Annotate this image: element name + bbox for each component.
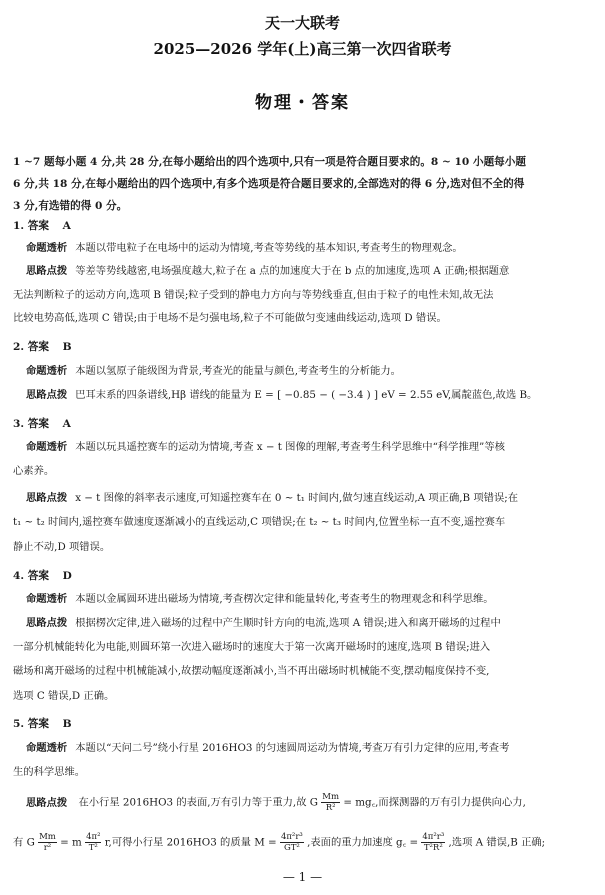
answer-letter: D bbox=[62, 570, 72, 582]
analysis-label: 命题透析 bbox=[26, 593, 68, 605]
answer-label: 4. 答案 bbox=[13, 570, 49, 582]
answer-letter: B bbox=[62, 718, 72, 730]
hint-label: 思路点拨 bbox=[26, 617, 68, 629]
question-1-answer bbox=[13, 218, 71, 233]
analysis-text: 本题以氢原子能级图为背景,考查光的能量与颜色,考查考生的分析能力。 bbox=[75, 365, 401, 377]
fraction-numerator: Mm bbox=[39, 832, 56, 842]
fraction-numerator: 4π²r³ bbox=[422, 832, 445, 842]
question-4-analysis bbox=[26, 592, 596, 606]
answer-label: 1. 答案 bbox=[13, 220, 49, 232]
answer-letter: B bbox=[62, 341, 72, 353]
question-5-hint-line-2 bbox=[13, 832, 545, 853]
question-3-analysis bbox=[26, 440, 596, 454]
formula-text: ,表面的重力加速度 g꜀ = bbox=[307, 836, 419, 849]
hint-label: 思路点拨 bbox=[26, 265, 68, 277]
question-2-hint bbox=[26, 388, 596, 402]
hint-text: x − t 图像的斜率表示速度,可知遥控赛车在 0 ~ t₁ 时间内,做匀速直线运动,A 项正确,B 项错误;在 bbox=[75, 492, 519, 504]
hint-text: 一部分机械能转化为电能,则圆环第一次进入磁场时的速度大于第一次离开磁场时的速度,选项 B 错误;进入 bbox=[13, 641, 491, 653]
hint-text: t₁ ~ t₂ 时间内,遥控赛车做速度逐渐减小的直线运动,C 项错误;在 t₂ ~ t₃ 时间内,位置坐标一直不变,遥控赛车 bbox=[13, 516, 506, 528]
formula-text: 有 G bbox=[13, 836, 35, 849]
question-2-analysis bbox=[26, 364, 596, 378]
fraction bbox=[421, 832, 445, 853]
analysis-text: 心素养。 bbox=[13, 465, 55, 477]
hint-label: 思路点拨 bbox=[26, 492, 68, 504]
fraction-denominator: r² bbox=[43, 843, 52, 853]
question-4-answer bbox=[13, 568, 72, 583]
analysis-label: 命题透析 bbox=[26, 242, 68, 254]
formula-text: 在小行星 2016HO3 的表面,万有引力等于重力,故 G bbox=[78, 796, 318, 809]
hint-text: 巴耳末系的四条谱线,Hβ 谱线的能量为 E = [ −0.85 − ( −3.4 ) ] eV = 2.55 eV,属靛蓝色,故选 B。 bbox=[75, 389, 538, 401]
hint-text: 等差等势线越密,电场强度越大,粒子在 a 点的加速度大于在 b 点的加速度,选项 A 正确;根据题意 bbox=[75, 265, 510, 277]
hint-text: 选项 C 错误,D 正确。 bbox=[13, 690, 115, 702]
question-3-hint bbox=[26, 491, 596, 505]
instructions-line: 6 分,共 18 分,在每小题给出的四个选项中,有多个选项是符合题目要求的,全部选对的得 6 分,选对但不全的得 bbox=[13, 178, 525, 190]
formula-text: r,可得小行星 2016HO3 的质量 M = bbox=[104, 836, 277, 849]
fraction-numerator: 4π²r³ bbox=[280, 832, 303, 842]
fraction bbox=[321, 792, 340, 813]
answer-label: 2. 答案 bbox=[13, 341, 49, 353]
formula-text: = mg꜀,而探测器的万有引力提供向心力, bbox=[343, 796, 526, 809]
exam-title: 2025—2026 学年(上)高三第一次四省联考 bbox=[153, 40, 452, 58]
analysis-text: 生的科学思维。 bbox=[13, 766, 86, 778]
instructions-line: 3 分,有选错的得 0 分。 bbox=[13, 200, 128, 212]
formula-text: ,选项 A 错误,B 正确; bbox=[448, 836, 546, 849]
hint-text: 根据楞次定律,进入磁场的过程中产生顺时针方向的电流,选项 A 错误;进入和离开磁场的过程中 bbox=[75, 617, 501, 629]
fraction-numerator: Mm bbox=[322, 792, 340, 802]
fraction bbox=[280, 832, 304, 853]
analysis-label: 命题透析 bbox=[26, 441, 68, 453]
hint-label: 思路点拨 bbox=[26, 796, 68, 809]
fraction-denominator: GT² bbox=[283, 843, 300, 853]
fraction-numerator: 4π² bbox=[86, 832, 101, 842]
instructions-line: 1 ~7 题每小题 4 分,共 28 分,在每小题给出的四个选项中,只有一项是符合题目要求的。8 ~ 10 小题每小题 bbox=[13, 156, 526, 168]
formula-text: = m bbox=[60, 836, 82, 849]
page-number: — 1 — bbox=[282, 870, 323, 884]
analysis-text: 本题以带电粒子在电场中的运动为情境,考查等势线的基本知识,考查考生的物理观念。 bbox=[75, 242, 463, 254]
question-1-hint bbox=[26, 264, 596, 278]
hint-text: 无法判断粒子的运动方向,选项 B 错误;粒子受到的静电力方向与等势线垂直,但由于粒子的电性未知,故无法 bbox=[13, 289, 494, 301]
answer-label: 5. 答案 bbox=[13, 718, 49, 730]
subject-title: 物理・答案 bbox=[255, 93, 350, 113]
question-1-analysis bbox=[26, 241, 596, 255]
hint-text: 比较电势高低,选项 C 错误;由于电场不是匀强电场,粒子不可能做匀变速曲线运动,选项 D 错误。 bbox=[13, 312, 447, 324]
analysis-label: 命题透析 bbox=[26, 365, 68, 377]
hint-text: 磁场和离开磁场的过程中机械能减小,故摆动幅度逐渐减小,当不再出磁场时机械能不变,摆动幅度保持不变, bbox=[13, 665, 490, 677]
question-5-answer bbox=[13, 716, 72, 731]
question-5-hint-line-1 bbox=[26, 792, 526, 813]
hint-label: 思路点拨 bbox=[26, 389, 68, 401]
organizer-title: 天一大联考 bbox=[264, 14, 340, 32]
answer-letter: A bbox=[62, 220, 71, 232]
fraction-denominator: T² bbox=[88, 843, 98, 853]
analysis-text: 本题以金属圆环进出磁场为情境,考查楞次定律和能量转化,考查考生的物理观念和科学思维。 bbox=[75, 593, 494, 605]
question-3-answer bbox=[13, 416, 71, 431]
question-2-answer bbox=[13, 339, 72, 354]
question-4-hint bbox=[26, 616, 596, 630]
fraction bbox=[38, 832, 57, 853]
answer-label: 3. 答案 bbox=[13, 418, 49, 430]
analysis-label: 命题透析 bbox=[26, 742, 68, 754]
question-5-analysis bbox=[26, 741, 596, 755]
analysis-text: 本题以玩具遥控赛车的运动为情境,考查 x − t 图像的理解,考查考生科学思维中“科学推理”等核 bbox=[75, 441, 505, 453]
fraction bbox=[85, 832, 101, 853]
fraction-denominator: R² bbox=[325, 803, 336, 813]
hint-text: 静止不动,D 项错误。 bbox=[13, 541, 111, 553]
analysis-text: 本题以“天问二号”绕小行星 2016HO3 的匀速圆周运动为情境,考查万有引力定律的应用,考查考 bbox=[75, 742, 510, 754]
fraction-denominator: T²R² bbox=[423, 843, 443, 853]
answer-letter: A bbox=[62, 418, 71, 430]
